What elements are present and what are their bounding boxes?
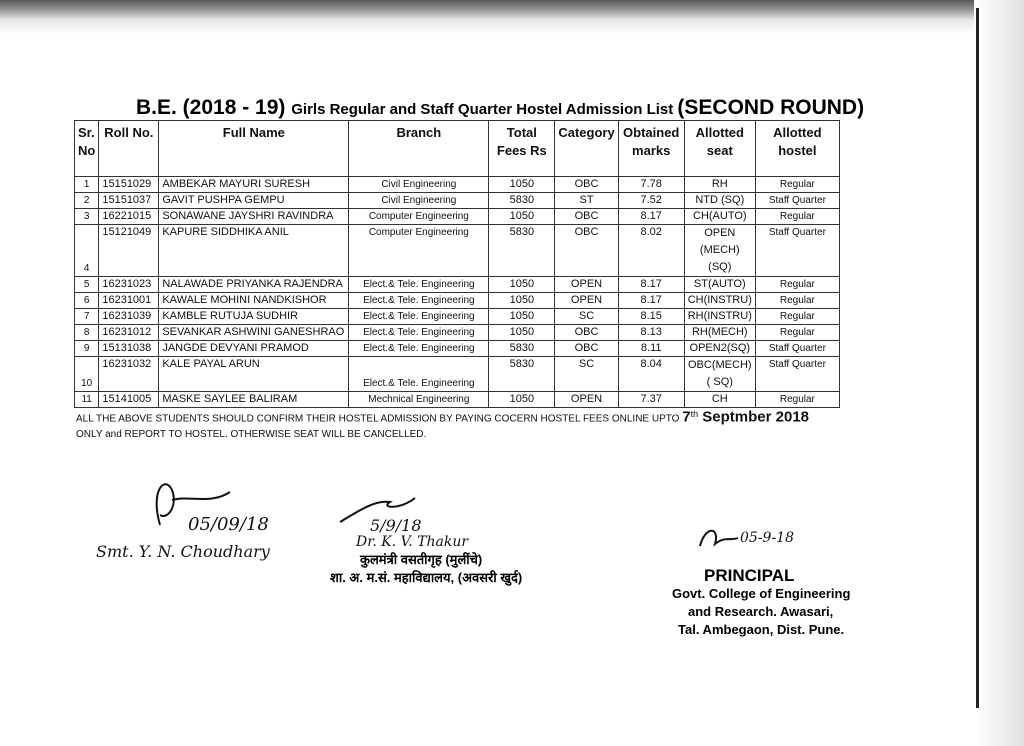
cell-roll: 15121049: [99, 225, 159, 277]
cell-seat: OPEN2(SQ): [684, 341, 755, 357]
cell-sr: 10: [75, 357, 99, 392]
sig3-date: 05-9-18: [740, 530, 794, 546]
table-row: [75, 177, 840, 193]
table-row: [75, 341, 840, 357]
cell-roll: 16221015: [99, 209, 159, 225]
cell-sr: 4: [75, 225, 99, 277]
cell-branch: Elect.& Tele. Engineering: [349, 309, 489, 325]
table-header-row: [75, 121, 840, 177]
cell-marks: 7.52: [618, 193, 684, 209]
signature-principal: [660, 516, 851, 637]
cell-fees: 1050: [489, 177, 555, 193]
table-row: [75, 325, 840, 341]
cell-roll: 16231001: [99, 293, 159, 309]
admission-table: [74, 120, 840, 408]
table-row: [75, 277, 840, 293]
cell-sr: 11: [75, 392, 99, 408]
cell-seat: RH(INSTRU): [684, 309, 755, 325]
sig3-line2: and Research. Awasari,: [688, 604, 834, 619]
header-fees: Total Fees Rs: [489, 121, 555, 177]
cell-hostel: Staff Quarter: [755, 341, 839, 357]
signature-warden: [90, 470, 290, 561]
cell-marks: 8.13: [618, 325, 684, 341]
cell-roll: 16231032: [99, 357, 159, 392]
cell-branch: Elect.& Tele. Engineering: [349, 277, 489, 293]
cell-branch: Computer Engineering: [349, 225, 489, 277]
notice-text: ALL THE ABOVE STUDENTS SHOULD CONFIRM THEIR HOSTEL ADMISSION BY PAYING COCERN HOSTEL FEES ONLINE UPTO 7th Septmber 2018 ONLY and REPORT TO HOSTEL. OTHERWISE SEAT WILL BE CANCELLED.: [76, 408, 809, 441]
cell-sr: 8: [75, 325, 99, 341]
cell-name: KAPURE SIDDHIKA ANIL: [159, 225, 349, 277]
cell-category: ST: [555, 193, 618, 209]
cell-marks: 8.17: [618, 293, 684, 309]
cell-category: SC: [555, 357, 618, 392]
cell-marks: 7.78: [618, 177, 684, 193]
header-hostel: Allotted hostel: [755, 121, 839, 177]
cell-marks: 8.17: [618, 277, 684, 293]
cell-name: SONAWANE JAYSHRI RAVINDRA: [159, 209, 349, 225]
title-round: (SECOND ROUND): [677, 96, 865, 119]
cell-hostel: Staff Quarter: [755, 357, 839, 392]
cell-roll: 15151037: [99, 193, 159, 209]
cell-hostel: Staff Quarter: [755, 225, 839, 277]
cell-fees: 1050: [489, 293, 555, 309]
cell-fees: 1050: [489, 325, 555, 341]
header-name: Full Name: [159, 121, 349, 177]
cell-name: SEVANKAR ASHWINI GANESHRAO: [159, 325, 349, 341]
cell-name: NALAWADE PRIYANKA RAJENDRA: [159, 277, 349, 293]
scan-edge-line: [976, 8, 979, 708]
cell-branch: Civil Engineering: [349, 193, 489, 209]
cell-seat: CH(INSTRU): [684, 293, 755, 309]
cell-hostel: Regular: [755, 277, 839, 293]
header-marks: Obtained marks: [618, 121, 684, 177]
cell-name: MASKE SAYLEE BALIRAM: [159, 392, 349, 408]
signature-rector: [320, 480, 523, 585]
sig3-line3: Tal. Ambegaon, Dist. Pune.: [678, 622, 845, 637]
cell-fees: 5830: [489, 225, 555, 277]
sig3-title: PRINCIPAL: [704, 566, 795, 585]
cell-fees: 1050: [489, 277, 555, 293]
cell-hostel: Regular: [755, 325, 839, 341]
cell-hostel: Regular: [755, 293, 839, 309]
header-category: Category: [555, 121, 618, 177]
cell-roll: 15141005: [99, 392, 159, 408]
cell-branch: Elect.& Tele. Engineering: [349, 293, 489, 309]
cell-branch: Elect.& Tele. Engineering: [349, 325, 489, 341]
cell-seat: CH(AUTO): [684, 209, 755, 225]
cell-marks: 8.11: [618, 341, 684, 357]
cell-marks: 8.15: [618, 309, 684, 325]
cell-marks: 8.02: [618, 225, 684, 277]
cell-branch: Civil Engineering: [349, 177, 489, 193]
title-year: B.E. (2018 - 19): [136, 96, 292, 119]
cell-sr: 9: [75, 341, 99, 357]
scan-border-right: [974, 0, 1024, 746]
cell-branch: Elect.& Tele. Engineering: [349, 357, 489, 392]
cell-sr: 2: [75, 193, 99, 209]
cell-marks: 8.04: [618, 357, 684, 392]
cell-roll: 15131038: [99, 341, 159, 357]
cell-fees: 1050: [489, 209, 555, 225]
cell-fees: 5830: [489, 193, 555, 209]
cell-branch: Elect.& Tele. Engineering: [349, 341, 489, 357]
title-main: Girls Regular and Staff Quarter Hostel Admission List: [291, 101, 678, 118]
cell-category: OBC: [555, 225, 618, 277]
cell-roll: 15151029: [99, 177, 159, 193]
cell-category: OBC: [555, 325, 618, 341]
cell-sr: 7: [75, 309, 99, 325]
cell-hostel: Regular: [755, 209, 839, 225]
cell-seat: ST(AUTO): [684, 277, 755, 293]
table-row: [75, 293, 840, 309]
cell-category: OPEN: [555, 293, 618, 309]
cell-roll: 16231039: [99, 309, 159, 325]
cell-seat: RH: [684, 177, 755, 193]
cell-roll: 16231023: [99, 277, 159, 293]
cell-seat: OPEN (MECH) (SQ): [684, 225, 755, 277]
cell-name: KAMBLE RUTUJA SUDHIR: [159, 309, 349, 325]
cell-sr: 3: [75, 209, 99, 225]
cell-name: KALE PAYAL ARUN: [159, 357, 349, 392]
cell-name: AMBEKAR MAYURI SURESH: [159, 177, 349, 193]
cell-category: OBC: [555, 209, 618, 225]
table-row: [75, 209, 840, 225]
cell-seat: NTD (SQ): [684, 193, 755, 209]
cell-sr: 1: [75, 177, 99, 193]
cell-sr: 6: [75, 293, 99, 309]
cell-category: OPEN: [555, 392, 618, 408]
cell-name: GAVIT PUSHPA GEMPU: [159, 193, 349, 209]
cell-fees: 1050: [489, 309, 555, 325]
cell-category: SC: [555, 309, 618, 325]
table-row: [75, 309, 840, 325]
cell-fees: 5830: [489, 357, 555, 392]
table-row: [75, 193, 840, 209]
sig2-name: Dr. K. V. Thakur: [356, 534, 469, 550]
cell-hostel: Staff Quarter: [755, 193, 839, 209]
header-seat: Allotted seat: [684, 121, 755, 177]
cell-category: OBC: [555, 341, 618, 357]
header-branch: Branch: [349, 121, 489, 177]
header-roll: Roll No.: [99, 121, 159, 177]
scan-border-top: [0, 0, 1024, 34]
sig2-stamp-line2: शा. अ. म.सं. महाविद्यालय, (अवसरी खुर्द): [330, 570, 523, 585]
cell-name: JANGDE DEVYANI PRAMOD: [159, 341, 349, 357]
sig2-date: 5/9/18: [370, 516, 422, 535]
table-row: [75, 225, 840, 277]
header-sr: Sr. No: [75, 121, 99, 177]
cell-hostel: Regular: [755, 309, 839, 325]
table-row: [75, 357, 840, 392]
cell-seat: RH(MECH): [684, 325, 755, 341]
cell-hostel: Regular: [755, 392, 839, 408]
cell-seat: CH: [684, 392, 755, 408]
cell-seat: OBC(MECH)( SQ): [684, 357, 755, 392]
cell-branch: Mechnical Engineering: [349, 392, 489, 408]
cell-sr: 5: [75, 277, 99, 293]
cell-hostel: Regular: [755, 177, 839, 193]
sig1-date: 05/09/18: [188, 514, 269, 535]
cell-fees: 1050: [489, 392, 555, 408]
cell-name: KAWALE MOHINI NANDKISHOR: [159, 293, 349, 309]
signature-scribble: [660, 516, 740, 556]
page-title: [136, 96, 864, 120]
sig1-name: Smt. Y. N. Choudhary: [96, 542, 270, 561]
cell-fees: 5830: [489, 341, 555, 357]
sig2-stamp-line1: कुलमंत्री वसतीगृह (मुलींचे): [360, 552, 483, 567]
cell-marks: 8.17: [618, 209, 684, 225]
cell-marks: 7.37: [618, 392, 684, 408]
sig3-line1: Govt. College of Engineering: [672, 586, 851, 601]
cell-branch: Computer Engineering: [349, 209, 489, 225]
cell-roll: 16231012: [99, 325, 159, 341]
cell-category: OBC: [555, 177, 618, 193]
cell-category: OPEN: [555, 277, 618, 293]
